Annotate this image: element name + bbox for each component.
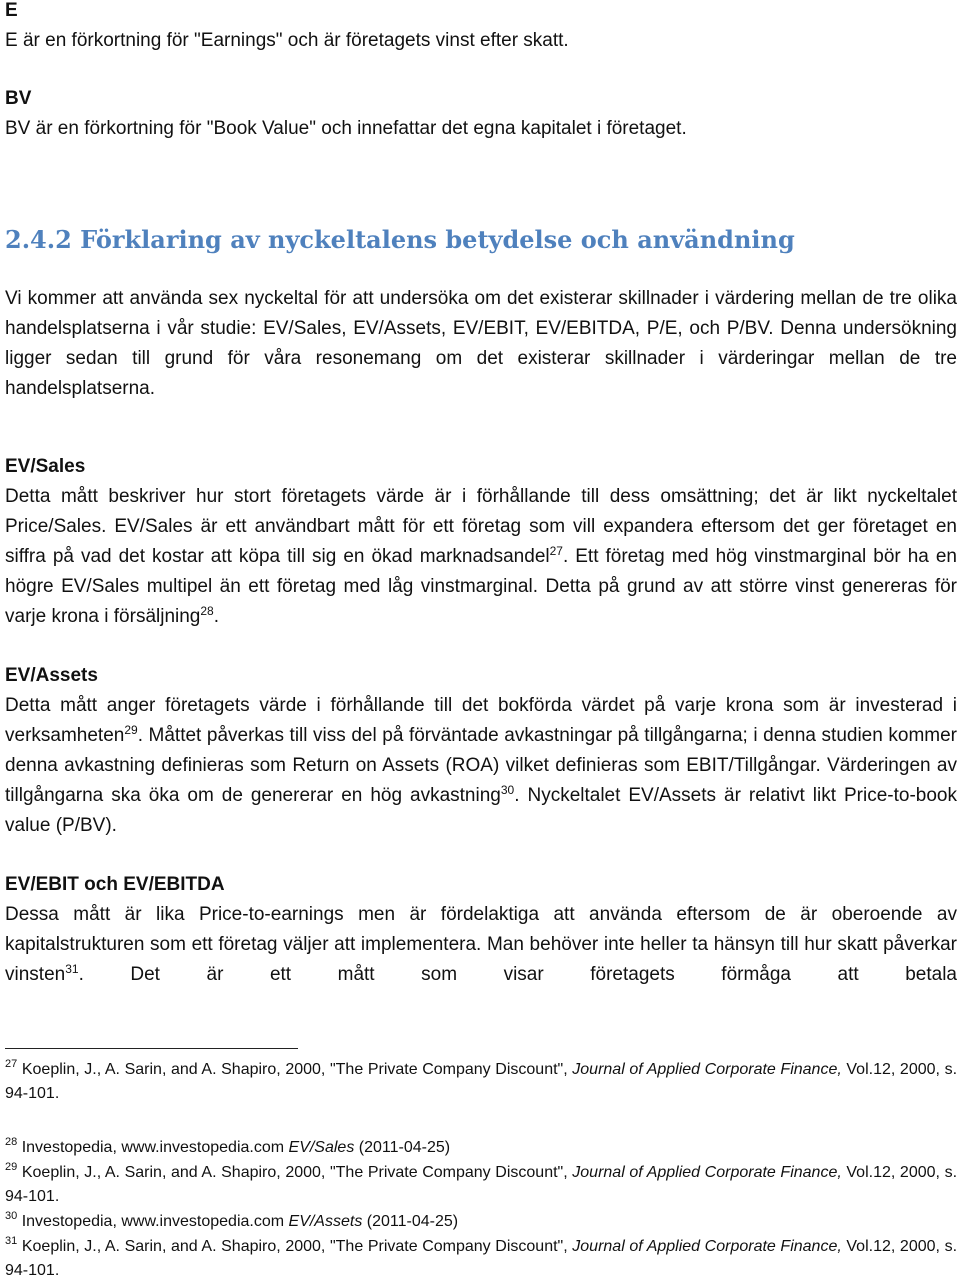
ev-assets-section [5,661,957,841]
ev-assets-text-1: Detta mått anger företagets värde i förhållande till det bokförda värdet på varje krona som är investerad i verksamheten [5,695,957,746]
footnote-28: $^{28}$ Investopedia, www.investopedia.com EV/Sales (2011-04-25) [5,1136,451,1156]
section-heading: 2.4.2 Förklaring av nyckeltalens betydelse och användning [5,225,795,254]
term-e: E [5,0,18,21]
footnote-separator [5,1048,298,1049]
ev-sales-paragraph [5,482,957,632]
ev-sales-text-2: . Ett företag med hög vinstmarginal bör ha en högre EV/Sales multipel än ett företag med låg vinstmarginal. Detta på grund av att större vinst genereras för varje krona i försäljning [5,546,957,627]
ev-sales-text-1: Detta mått beskriver hur stort företagets värde är i förhållande till dess omsättning; det är likt nyckeltalet Price/Sales. EV/Sales är ett användbart mått för ett företag som vill expandera eftersom det ger företaget en siffra på vad det kostar att köpa till sig en ökad marknadsandel [5,486,957,567]
ev-ebit-title: EV/EBIT och EV/EBITDA [5,874,225,895]
footnote-number: 28 [5,1136,18,1148]
ev-assets-text-3: . Nyckeltalet EV/Assets är relativt likt Price-to-book value (P/BV). [5,785,957,836]
footnote-ref-27[interactable]: 27 [549,544,563,558]
ev-sales-text-3: . [213,606,220,627]
footnote-ref-29[interactable]: 29 [124,723,138,737]
ev-assets-paragraph [5,691,957,841]
footnote-number: 31 [5,1235,18,1247]
footnote-27: $^{27}$ Koeplin, J., A. Sarin, and A. Shapiro, 2000, "The Private Company Discount", Journal of Applied Corporate Finance, Vol.12, 2000, s. 94-101. [5,1058,958,1102]
intro-paragraph: Vi kommer att använda sex nyckeltal för att undersöka om det existerar skillnader i värdering mellan de tre olika handelsplatserna i vår studie: EV/Sales, EV/Assets, EV/EBIT, EV/EBITDA, P/E, och P/BV. Denna undersökning ligger sedan till grund för våra resonemang om det existerar skillnader i värderingar mellan de tre handelsplatserna. [5,288,957,399]
ev-ebit-paragraph [5,900,957,990]
ev-assets-title: EV/Assets [5,665,98,686]
footnote-number: 29 [5,1161,18,1173]
definition-e [5,0,957,56]
footnote-ref-31[interactable]: 31 [65,962,79,976]
footnote-29: $^{29}$ Koeplin, J., A. Sarin, and A. Shapiro, 2000, "The Private Company Discount", Journal of Applied Corporate Finance, Vol.12, 2000, s. 94-101. [5,1161,958,1205]
ev-sales-section [5,452,957,632]
footnote-30: $^{30}$ Investopedia, www.investopedia.com EV/Assets (2011-04-25) [5,1210,459,1230]
ev-ebit-text-2: . Det är ett mått som visar företagets förmåga att betala [78,964,957,985]
ev-assets-text-2: . Måttet påverkas till viss del på förväntade avkastningar på tillgångarna; i denna studien kommer denna avkastning definieras som Return on Assets (ROA) vilket definieras som EBIT/Tillgångar. Värderingen av tillgångarna ska öka om de genererar en hög avkastning [5,725,957,806]
term-bv: BV [5,88,32,109]
ev-sales-title: EV/Sales [5,456,86,477]
definition-bv [5,84,957,144]
footnote-31: $^{31}$ Koeplin, J., A. Sarin, and A. Shapiro, 2000, "The Private Company Discount", Journal of Applied Corporate Finance, Vol.12, 2000, s. 94-101. [5,1235,958,1279]
footnote-number: 27 [5,1058,18,1070]
ev-ebit-text-1: Dessa mått är lika Price-to-earnings men är fördelaktiga att använda eftersom de är oberoende av kapitalstrukturen som ett företag väljer att implementera. Man behöver inte heller ta hänsyn till hur skatt påverkar vinsten [5,904,957,985]
definition-e-text: E är en förkortning för "Earnings" och är företagets vinst efter skatt. [5,30,569,51]
footnote-ref-28[interactable]: 28 [200,604,214,618]
footnote-number: 30 [5,1210,18,1222]
ev-ebit-section [5,870,957,990]
definition-bv-text: BV är en förkortning för "Book Value" och innefattar det egna kapitalet i företaget. [5,118,687,139]
footnote-ref-30[interactable]: 30 [500,783,515,797]
